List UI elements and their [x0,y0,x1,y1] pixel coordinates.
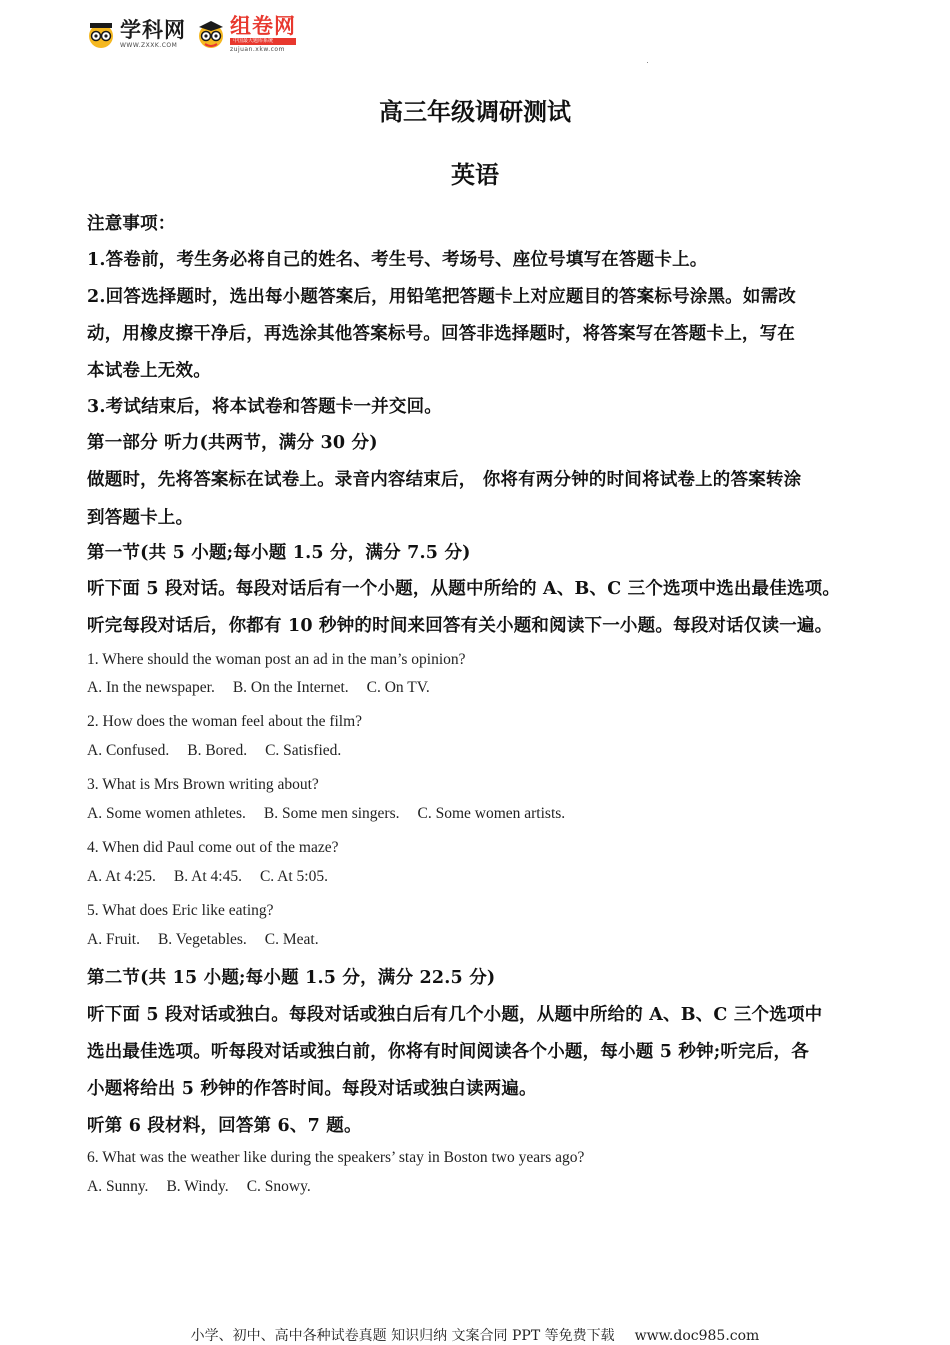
logo-name: 组卷网 [230,13,296,38]
option: C. On TV. [366,679,430,696]
part-heading: 第一部分 听力(共两节，满分 30 分) [87,433,378,453]
owl-mascot-icon [86,19,116,49]
subject-title: 英语 [451,160,499,189]
notice-heading: 注意事项： [87,214,176,234]
option: C. Some women artists. [417,805,566,822]
notice-line: 2.回答选择题时，选出每小题答案后，用铅笔把答题卡上对应题目的答案标号涂黑。如需改 [87,287,796,307]
question-options [87,931,337,949]
material-heading: 听第 6 段材料，回答第 6、7 题。 [87,1116,362,1136]
option: A. Confused. [87,742,170,759]
instruction-line: 听下面 5 段对话或独白。每段对话或独白后有几个小题，从题中所给的 A、B、C 三个选项中 [87,1005,823,1025]
option: A. In the newspaper. [87,679,215,696]
question-options [87,805,583,823]
instruction-line: 选出最佳选项。听每段对话或独白前，你将有时间阅读各个小题，每小题 5 秒钟;听完后，各 [87,1042,809,1062]
section-heading: 第一节(共 5 小题;每小题 1.5 分，满分 7.5 分) [87,543,471,563]
question: 2. How does the woman feel about the film? [87,713,363,730]
notice-line: 本试卷上无效。 [87,361,211,381]
option: B. At 4:45. [173,868,242,885]
instruction-line: 做题时，先将答案标在试卷上。录音内容结束后， 你将有两分钟的时间将试卷上的答案转涂 [87,470,802,490]
question: 1. Where should the woman post an ad in the man’s opinion? [87,651,466,668]
question: 6. What was the weather like during the speakers’ stay in Boston two years ago? [87,1149,585,1166]
section-heading: 第二节(共 15 小题;每小题 1.5 分，满分 22.5 分) [87,968,496,988]
logo-bar [86,14,296,54]
xuekewang-logo [86,19,186,49]
logo-tag: 中国最大题库系统 [230,38,296,45]
option: B. On the Internet. [232,679,349,696]
zujuanwang-logo [196,13,296,53]
question: 3. What is Mrs Brown writing about? [87,776,319,793]
owl-mascot-icon [196,19,226,49]
question-options [87,742,359,760]
option: B. Some men singers. [263,805,400,822]
option: C. Meat. [264,931,319,948]
notice-line: 1.答卷前，考生务必将自己的姓名、考生号、考场号、座位号填写在答题卡上。 [87,250,708,270]
instruction-line: 听下面 5 段对话。每段对话后有一个小题，从题中所给的 A、B、C 三个选项中选出最佳选项。 [87,579,841,599]
option: B. Vegetables. [157,931,247,948]
option: C. At 5:05. [259,868,328,885]
notice-line: 3.考试结束后，将本试卷和答题卡一并交回。 [87,397,442,417]
footer-site-link[interactable]: www.doc985.com [634,1328,760,1344]
option: B. Bored. [187,742,248,759]
footer [0,1325,950,1345]
instruction-line: 到答题卡上。 [87,508,194,528]
question-options [87,679,448,697]
instruction-line: 小题将给出 5 秒钟的作答时间。每段对话或独白读两遍。 [87,1079,537,1099]
logo-url: zujuan.xkw.com [230,45,285,53]
instruction-line: 听完每段对话后，你都有 10 秒钟的时间来回答有关小题和阅读下一小题。每段对话仅读一遍。 [87,616,833,636]
logo-url: WWW.ZXXK.COM [120,41,178,49]
question: 4. When did Paul come out of the maze? [87,839,339,856]
option: C. Snowy. [246,1178,311,1195]
option: A. Sunny. [87,1178,149,1195]
logo-name: 学科网 [120,17,186,42]
option: B. Windy. [166,1178,229,1195]
option: A. Some women athletes. [87,805,246,822]
footer-text: 小学、初中、高中各种试卷真题 知识归纳 文案合同 PPT 等免费下载 [190,1328,615,1344]
question-options [87,1178,329,1196]
option: A. Fruit. [87,931,140,948]
question: 5. What does Eric like eating? [87,902,274,919]
question-options [87,868,346,886]
option: A. At 4:25. [87,868,156,885]
page-title: 高三年级调研测试 [379,97,571,126]
option: C. Satisfied. [265,742,342,759]
notice-line: 动，用橡皮擦干净后，再选涂其他答案标号。回答非选择题时，将答案写在答题卡上，写在 [87,324,795,344]
stray-dot [647,62,648,63]
